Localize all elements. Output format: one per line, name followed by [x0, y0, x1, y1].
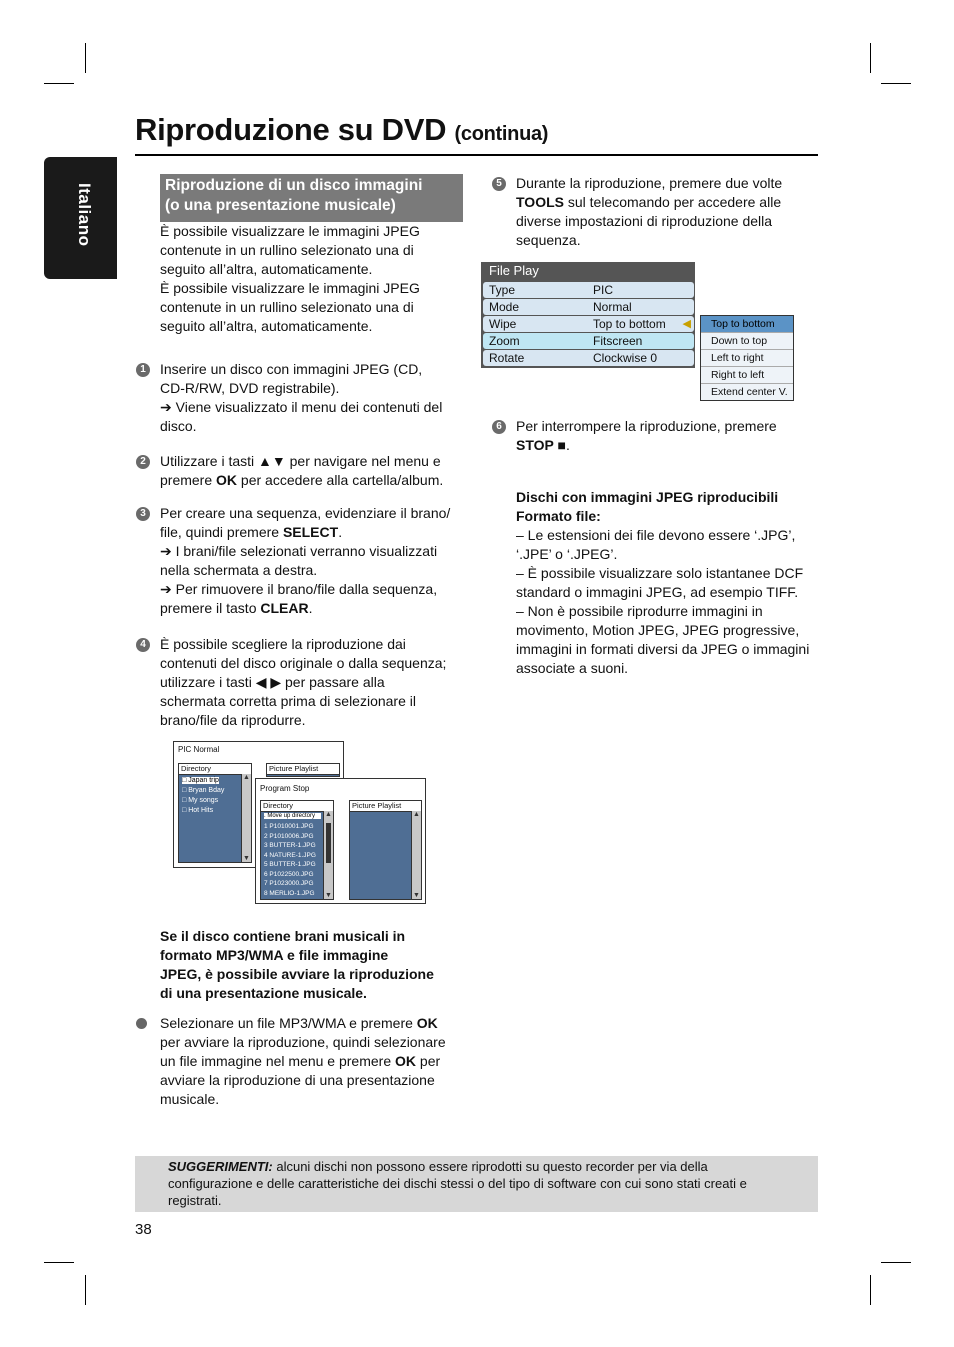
- language-tab-label: Italiano: [75, 183, 94, 247]
- pane-header: Picture Playlist: [350, 801, 421, 812]
- file-play-row-wipe[interactable]: Wipe Top to bottom ◀: [483, 316, 694, 332]
- text-line: È possibile visualizzare le immagini JPEG: [160, 280, 420, 296]
- step-number: 4: [136, 638, 150, 652]
- playlist-pane[interactable]: [266, 763, 340, 777]
- pane-header: Picture Playlist: [267, 764, 339, 775]
- text-line: Per interrompere la riproduzione, premere: [516, 418, 777, 434]
- file-play-menu: [481, 262, 695, 368]
- step-number: 2: [136, 455, 150, 469]
- crop-mark: [870, 1275, 871, 1305]
- wipe-option[interactable]: Right to left: [701, 367, 793, 384]
- step-6: [516, 417, 816, 455]
- section-heading: [160, 174, 463, 222]
- text-line: – È possibile visualizzare solo istantanee DCF: [516, 565, 804, 581]
- text-line: seguito all’altra, automaticamente.: [160, 261, 373, 277]
- step-4: [160, 635, 465, 730]
- text-line: nella schermata a destra.: [160, 562, 318, 578]
- crop-mark: [44, 83, 74, 84]
- file-item[interactable]: 3 BUTTER-1.JPG: [264, 842, 316, 849]
- step-number: 5: [492, 177, 506, 191]
- wipe-option[interactable]: Top to bottom: [701, 316, 793, 333]
- text-line: musicale.: [160, 1091, 220, 1107]
- text-line: immagini in formati diversi da JPEG o immagini: [516, 641, 810, 657]
- text-line: movimento, Motion JPEG, JPEG progressive,: [516, 622, 800, 638]
- text-line: avviare la riproduzione di una presentazione: [160, 1072, 435, 1088]
- music-instructions: [160, 1014, 465, 1109]
- step-3: [160, 504, 460, 618]
- text-line: Durante la riproduzione, premere due volte: [516, 175, 783, 191]
- text-line: Utilizzare i tasti ▲▼ per navigare nel menu e: [160, 453, 441, 469]
- folder-item[interactable]: □ Hot Hits: [182, 807, 214, 814]
- crop-mark: [881, 1262, 911, 1263]
- text-line: premere OK per accedere alla cartella/album.: [160, 472, 444, 488]
- directory-pane[interactable]: [178, 763, 252, 863]
- text-line: schermata corretta prima di selezionare il: [160, 693, 416, 709]
- text-line: – Le estensioni dei file devono essere ‘.JPG’,: [516, 527, 796, 543]
- tip-label: SUGGERIMENTI:: [168, 1159, 273, 1174]
- section-heading-line: Riproduzione di un disco immagini: [165, 177, 423, 194]
- text-line: premere il tasto CLEAR.: [160, 600, 313, 616]
- text-line: formato MP3/WMA e file immagine: [160, 947, 389, 963]
- text-line: contenute in un rullino selezionato una di: [160, 299, 414, 315]
- scrollbar[interactable]: ▲ ▼: [323, 811, 333, 899]
- text-line: contenute in un rullino selezionato una di: [160, 242, 414, 258]
- text-line: di una presentazione musicale.: [160, 985, 367, 1001]
- wipe-option[interactable]: Extend center V.: [711, 386, 788, 398]
- step-1: [160, 360, 460, 436]
- crop-mark: [85, 1275, 86, 1305]
- step-number: 1: [136, 363, 150, 377]
- pane-header: Directory: [179, 764, 251, 775]
- text-line: brano/file da riprodurre.: [160, 712, 306, 728]
- text-line: associate a suoni.: [516, 660, 629, 676]
- wipe-option[interactable]: Left to right: [701, 350, 793, 367]
- pane-header: Directory: [261, 801, 333, 812]
- step-number: 3: [136, 507, 150, 521]
- text-line: STOP ■.: [516, 437, 570, 453]
- intro-paragraph: [160, 222, 460, 336]
- text-line: per avviare la riproduzione, quindi selezionare: [160, 1034, 446, 1050]
- text-line: sequenza.: [516, 232, 581, 248]
- file-item[interactable]: 8 MERLIO-1.JPG: [264, 889, 315, 897]
- program-stop-menu: [255, 778, 426, 904]
- arrow-left-icon: ◀: [682, 318, 691, 330]
- text-line: ➔ Viene visualizzato il menu dei contenuti del: [160, 399, 443, 415]
- scrollbar[interactable]: ▲ ▼: [241, 774, 251, 862]
- text-line: disco.: [160, 418, 197, 434]
- text-line: Per creare una sequenza, evidenziare il brano/: [160, 505, 451, 521]
- menu-caption: PIC Normal: [178, 745, 220, 754]
- page-number: 38: [135, 1221, 152, 1238]
- bullet-icon: [136, 1018, 147, 1029]
- folder-item[interactable]: □ Bryan Bday: [182, 787, 225, 794]
- file-play-row-rotate[interactable]: Rotate Clockwise 0: [483, 350, 694, 366]
- move-up-item[interactable]: . Move up directory: [264, 813, 321, 819]
- text-line: – Non è possibile riprodurre immagini in: [516, 603, 763, 619]
- text-line: seguito all’altra, automaticamente.: [160, 318, 373, 334]
- file-item[interactable]: 6 P1022500.JPG: [264, 870, 314, 878]
- folder-item[interactable]: □ Japan trip: [182, 777, 219, 784]
- folder-item[interactable]: □ My songs: [182, 797, 219, 804]
- text-line: ‘.JPE’ o ‘.JPEG’.: [516, 546, 618, 562]
- crop-mark: [85, 43, 86, 73]
- wipe-options-list[interactable]: [700, 315, 794, 401]
- text-line: un file immagine nel menu e premere OK per: [160, 1053, 441, 1069]
- section-heading-line: (o una presentazione musicale): [165, 197, 396, 214]
- menu-caption: Program Stop: [260, 784, 310, 793]
- page-subtitle: (continua): [454, 123, 549, 145]
- tip-box: [135, 1156, 818, 1212]
- text-line: Dischi con immagini JPEG riproducibili: [516, 489, 779, 505]
- file-play-title: File Play: [489, 263, 539, 278]
- text-line: contenuti del disco originale o dalla sequenza;: [160, 655, 447, 671]
- step-5: [516, 174, 816, 250]
- file-item[interactable]: 4 NATURE-1.JPG: [264, 851, 316, 859]
- wipe-option[interactable]: Down to top: [701, 333, 793, 350]
- directory-pane[interactable]: [260, 800, 334, 900]
- text-line: Formato file:: [516, 508, 601, 524]
- file-item[interactable]: 7 P1023000.JPG: [264, 880, 314, 887]
- page-title: Riproduzione su DVD (continua): [135, 112, 549, 147]
- file-play-row-mode[interactable]: Mode Normal: [483, 299, 694, 315]
- step-number: 6: [492, 420, 506, 434]
- text-line: Inserire un disco con immagini JPEG (CD,: [160, 361, 423, 377]
- text-line: ➔ Per rimuovere il brano/file dalla sequenza,: [160, 581, 438, 597]
- file-item[interactable]: 2 P1010006.JPG: [264, 832, 314, 840]
- step-2: [160, 452, 460, 490]
- text-line: È possibile scegliere la riproduzione dai: [160, 636, 406, 652]
- text-line: standard o immagini JPEG, ad esempio TIFF.: [516, 584, 799, 600]
- jpeg-section: [516, 488, 821, 678]
- music-heading: [160, 927, 470, 1003]
- crop-mark: [870, 43, 871, 73]
- text-line: utilizzare i tasti ◀ ▶ per passare alla: [160, 674, 385, 690]
- file-item[interactable]: 1 P1010001.JPG: [264, 823, 314, 830]
- text-line: Se il disco contiene brani musicali in: [160, 928, 406, 944]
- playlist-pane[interactable]: [349, 800, 422, 900]
- file-play-row-type[interactable]: Type PIC: [483, 282, 694, 298]
- file-play-row-zoom[interactable]: Zoom Fitscreen: [483, 333, 694, 349]
- scrollbar[interactable]: ▲ ▼: [411, 811, 421, 899]
- language-tab: [44, 157, 117, 279]
- text-line: CD-R/RW, DVD registrabile).: [160, 380, 340, 396]
- crop-mark: [44, 1262, 74, 1263]
- text-line: ➔ I brani/file selezionati verranno visualizzati: [160, 543, 438, 559]
- text-line: È possibile visualizzare le immagini JPEG: [160, 223, 420, 239]
- text-line: JPEG, è possibile avviare la riproduzione: [160, 966, 434, 982]
- text-line: Selezionare un file MP3/WMA e premere OK: [160, 1015, 438, 1031]
- crop-mark: [881, 83, 911, 84]
- file-item[interactable]: 5 BUTTER-1.JPG: [264, 861, 316, 868]
- tip-text: SUGGERIMENTI: alcuni dischi non possono essere riprodotti su questo recorder per via della configurazione e delle caratteristiche dei dischi stessi o del tipo di software con cui sono stati creati e registrati.: [168, 1159, 747, 1208]
- text-line: diverse impostazioni di riproduzione della: [516, 213, 773, 229]
- text-line: TOOLS sul telecomando per accedere alle: [516, 194, 782, 210]
- text-line: file, quindi premere SELECT.: [160, 524, 343, 540]
- title-divider: [135, 154, 818, 156]
